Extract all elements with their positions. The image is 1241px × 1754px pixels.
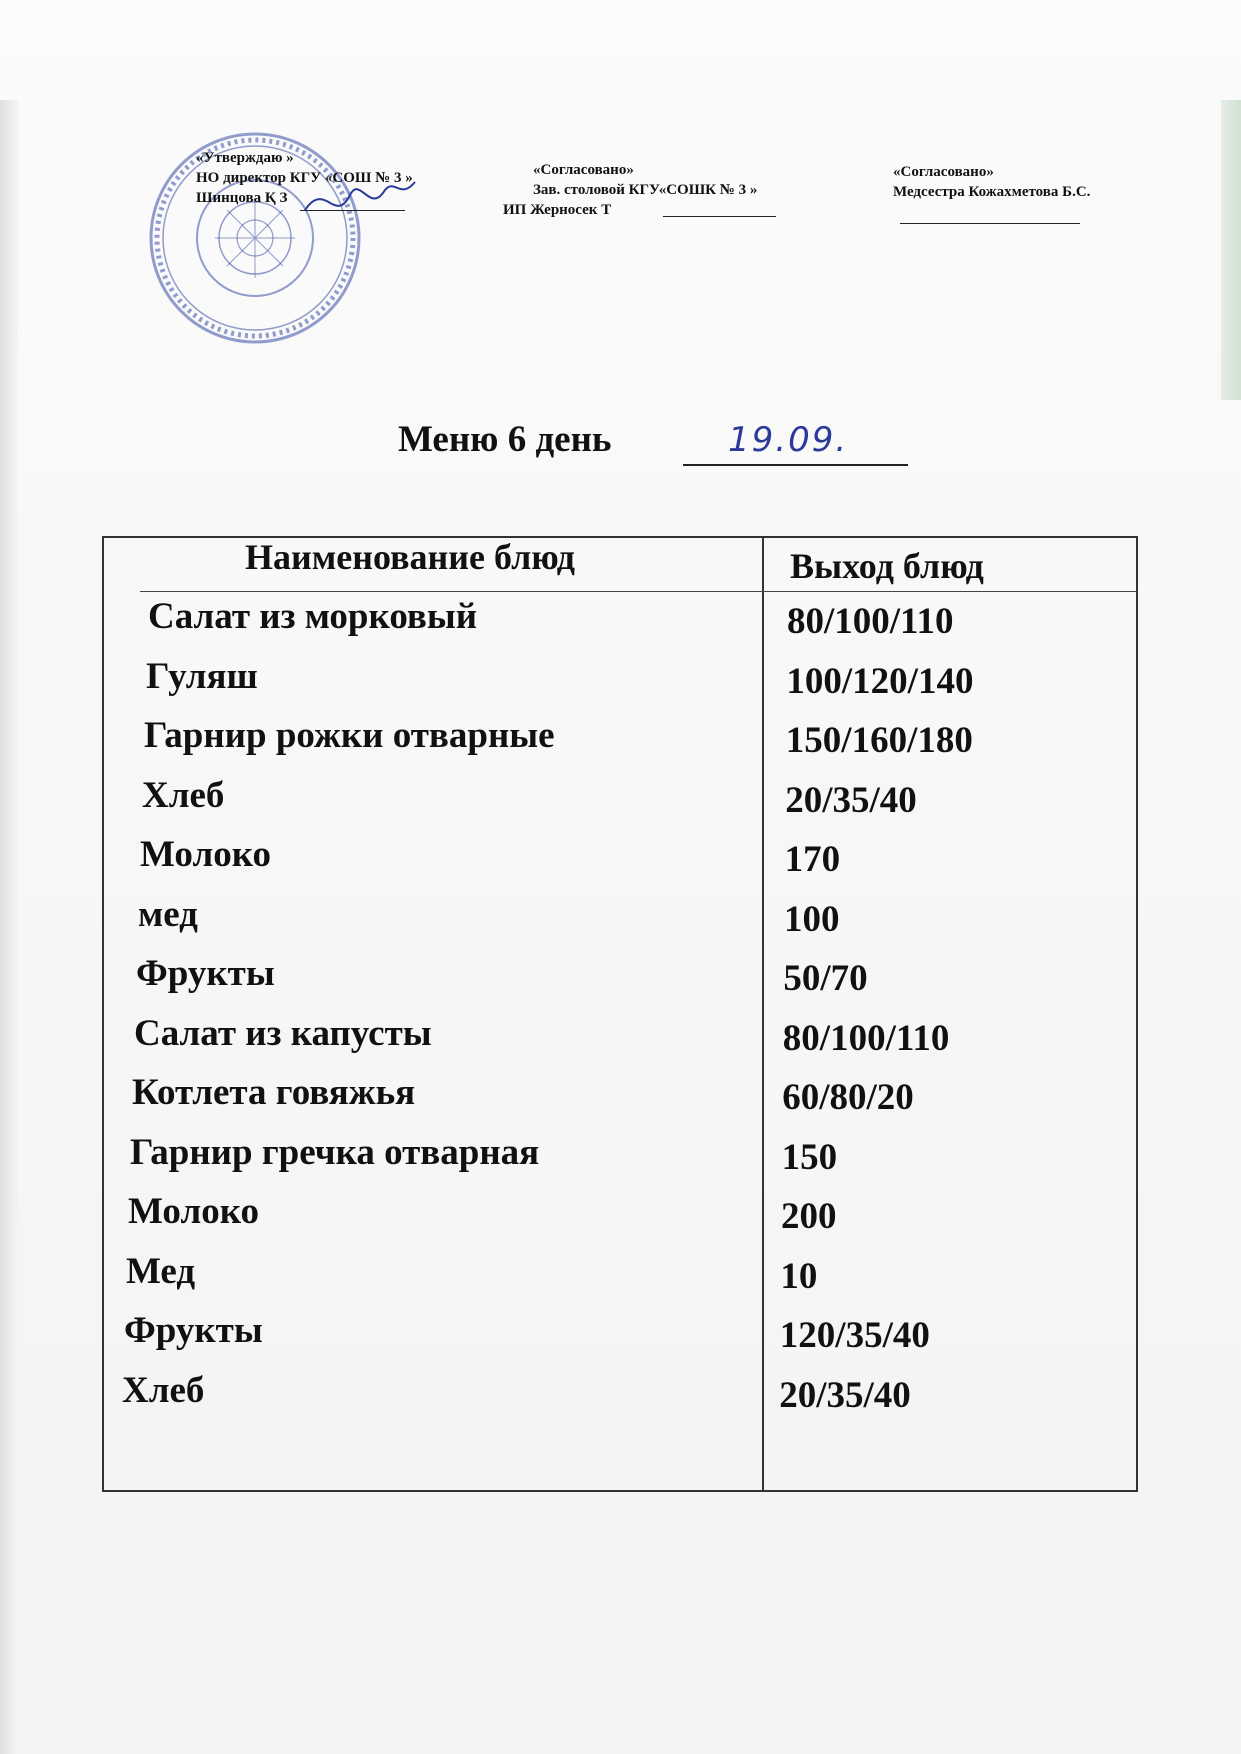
table-column-divider [762,538,764,1492]
dish-name: Хлеб [122,1369,205,1411]
dish-output: 20/35/40 [785,779,917,821]
approval-canteen-line3: ИП Жерносек Т [503,202,612,218]
date-underline [683,464,908,466]
approval-director-line3: Шинцова Қ З [196,190,288,206]
dish-name: Гарнир рожки отварные [144,715,555,756]
approval-director-line1: «Утверждаю » [196,150,294,166]
approval-block-canteen [503,160,758,220]
approval-canteen-line1: «Согласовано» [533,162,634,178]
dish-name: Котлета говяжья [132,1072,416,1113]
dish-name: Мед [126,1250,196,1292]
dish-name: Гуляш [146,655,258,697]
dish-output: 200 [781,1196,837,1237]
dish-output: 170 [784,839,841,880]
handwritten-date: 19.09. [728,420,849,460]
header-dish-output: Выход блюд [790,546,984,586]
canteen-signature-line [663,216,776,217]
dish-output: 50/70 [783,958,868,999]
dish-output: 120/35/40 [779,1315,930,1356]
dish-name: Фрукты [136,953,275,994]
approval-block-nurse [893,162,1090,202]
dish-name: Фрукты [124,1310,263,1351]
header-dish-name: Наименование блюд [245,537,575,577]
menu-title: Меню 6 день [398,419,612,460]
dish-name: Салат из морковый [148,596,478,637]
scan-edge-left [0,100,18,1754]
scan-edge-right [1221,100,1241,400]
dish-output: 20/35/40 [779,1374,911,1416]
dish-output: 150/160/180 [785,720,973,761]
dish-name: Молоко [128,1191,260,1232]
dish-name: Салат из капусты [134,1012,432,1054]
dish-name: мед [138,893,198,935]
dish-output: 80/100/110 [782,1017,950,1059]
approval-nurse-line2: Медсестра Кожахметова Б.С. [893,184,1091,200]
dish-output: 100 [784,898,840,940]
dish-output: 150 [781,1136,838,1178]
approval-director-line2: НО директор КГУ «СОШ № 3 » [196,170,413,186]
dish-name: Гарнир гречка отварная [130,1131,540,1173]
dish-output: 100/120/140 [786,660,974,702]
dish-name: Молоко [140,834,272,875]
approval-nurse-line1: «Согласовано» [893,164,994,180]
table-header-separator [140,591,1137,592]
director-signature [300,170,420,230]
dish-output: 60/80/20 [782,1077,914,1118]
approval-canteen-line2: Зав. столовой КГУ«СОШК № 3 » [533,182,758,198]
nurse-signature-line [900,223,1080,224]
dish-name: Хлеб [142,774,225,816]
dish-output: 80/100/110 [787,601,954,642]
dish-output: 10 [780,1255,818,1297]
